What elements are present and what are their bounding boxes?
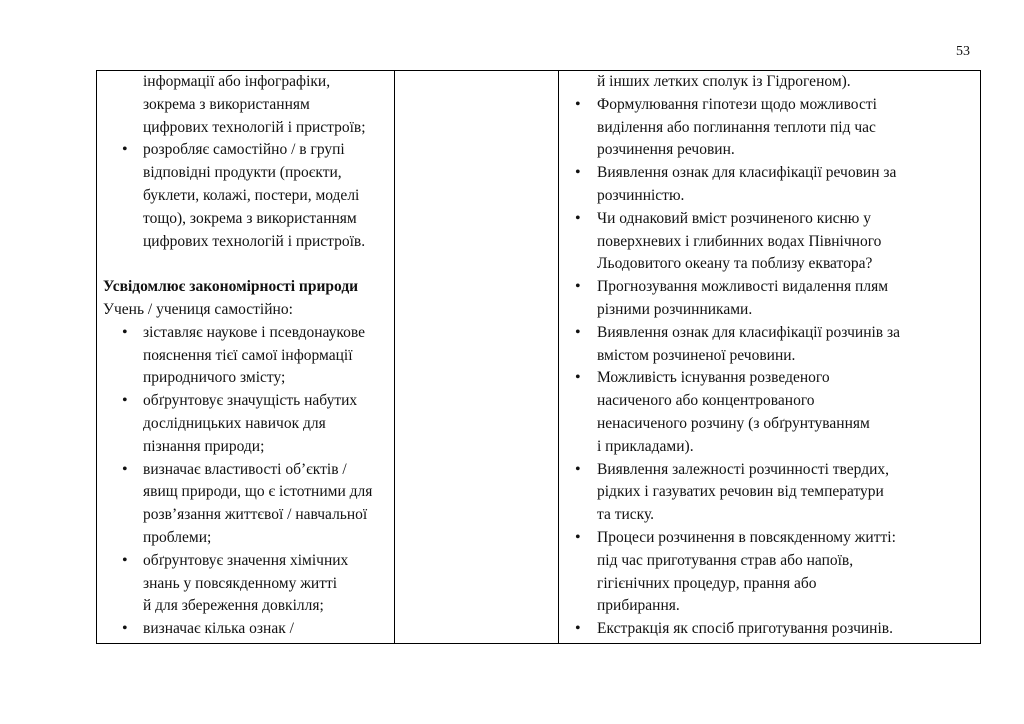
text-line: • Формулювання гіпотези щодо можливості xyxy=(597,95,877,113)
outcomes-list-b xyxy=(103,322,388,641)
list-item xyxy=(571,322,976,368)
section-heading: Усвідомлює закономірності природи xyxy=(103,278,359,296)
list-item xyxy=(103,322,388,390)
text-line: розв’язання життєвої / навчальної xyxy=(143,506,368,524)
outcomes-cell xyxy=(97,71,395,644)
text-line: проблеми; xyxy=(143,528,212,546)
text-line: розчинністю. xyxy=(597,186,685,204)
text-line: насиченого або концентрованого xyxy=(597,392,815,410)
activities-cell xyxy=(559,71,981,644)
table-row xyxy=(97,71,981,644)
text-line: прибирання. xyxy=(597,597,680,615)
text-line: поверхневих і глибинних водах Північного xyxy=(597,232,882,250)
page-number: 53 xyxy=(956,44,970,59)
text-line: і прикладами). xyxy=(597,437,694,455)
text-line: • розробляє самостійно / в групі xyxy=(143,141,345,159)
list-item xyxy=(571,367,976,458)
text-line: • Прогнозування можливості видалення плям xyxy=(597,278,889,296)
text-line: • визначає властивості об’єктів / xyxy=(143,460,347,478)
text-line: рідких і газуватих речовин від температури xyxy=(597,483,884,501)
list-item xyxy=(103,618,388,641)
text-line: буклети, колажі, постери, моделі xyxy=(143,186,360,204)
list-item xyxy=(103,459,388,550)
text-line: • зіставляє наукове і псевдонаукове xyxy=(143,323,366,341)
text-line: • обґрунтовує значущість набутих xyxy=(143,392,358,410)
text-line: природничого змісту; xyxy=(143,369,286,387)
text-line: явищ природи, що є істотними для xyxy=(143,483,373,501)
list-item xyxy=(571,94,976,162)
text-line: пізнання природи; xyxy=(143,437,265,455)
activities-list xyxy=(571,94,976,641)
text-line: відповідні продукти (проєкти, xyxy=(143,164,342,182)
text-line: й для збереження довкілля; xyxy=(143,597,324,615)
outcomes-list-a xyxy=(103,139,388,253)
empty-cell xyxy=(395,71,559,644)
text-line: дослідницьких навичок для xyxy=(143,414,326,432)
text-line: розчинення речовин. xyxy=(597,141,735,159)
text-line: гігієнічних процедур, прання або xyxy=(597,574,817,592)
text-line: • Чи однаковий вміст розчиненого кисню у xyxy=(597,209,872,227)
continued-text xyxy=(143,71,388,139)
spacer xyxy=(103,253,388,276)
list-item xyxy=(571,618,976,641)
text-line: знань у повсякденному житті xyxy=(143,574,338,592)
text-line: • обґрунтовує значення хімічних xyxy=(143,551,349,569)
text-line: під час приготування страв або напоїв, xyxy=(597,551,854,569)
text-line: • Можливість існування розведеного xyxy=(597,369,830,387)
text-line: • Виявлення залежності розчинності твердих, xyxy=(597,460,890,478)
list-item xyxy=(571,459,976,527)
text-line: різними розчинниками. xyxy=(597,300,753,318)
curriculum-table xyxy=(96,70,981,644)
text-line: Льодовитого океану та поблизу екватора? xyxy=(597,255,873,273)
continued-text xyxy=(597,71,976,94)
text-line: цифрових технологій і пристроїв. xyxy=(143,232,366,250)
text-line: виділення або поглинання теплоти під час xyxy=(597,118,876,136)
text-line: • Виявлення ознак для класифікації речовин за xyxy=(597,164,897,182)
text-line: • визначає кілька ознак / xyxy=(143,620,294,638)
text-line: ненасиченого розчину (з обґрунтуванням xyxy=(597,414,870,432)
list-item xyxy=(103,139,388,253)
section-intro: Учень / учениця самостійно: xyxy=(103,300,293,318)
text-line: • Екстракція як спосіб приготування розчинів. xyxy=(597,620,893,638)
text-line: й інших летких сполук із Гідрогеном). xyxy=(597,73,851,90)
text-line: тощо), зокрема з використанням xyxy=(143,209,357,227)
text-line: цифрових технологій і пристроїв; xyxy=(143,118,366,136)
list-item xyxy=(571,162,976,208)
text-line: • Процеси розчинення в повсякденному житті: xyxy=(597,528,896,546)
list-item xyxy=(571,276,976,322)
list-item xyxy=(571,208,976,276)
text-line: зокрема з використанням xyxy=(143,95,310,113)
text-line: вмістом розчиненої речовини. xyxy=(597,346,796,364)
list-item xyxy=(571,527,976,618)
text-line: інформації або інфографіки, xyxy=(143,73,331,90)
text-line: пояснення тієї самої інформації xyxy=(143,346,353,364)
list-item xyxy=(103,550,388,618)
list-item xyxy=(103,390,388,458)
text-line: та тиску. xyxy=(597,506,655,524)
text-line: • Виявлення ознак для класифікації розчинів за xyxy=(597,323,900,341)
